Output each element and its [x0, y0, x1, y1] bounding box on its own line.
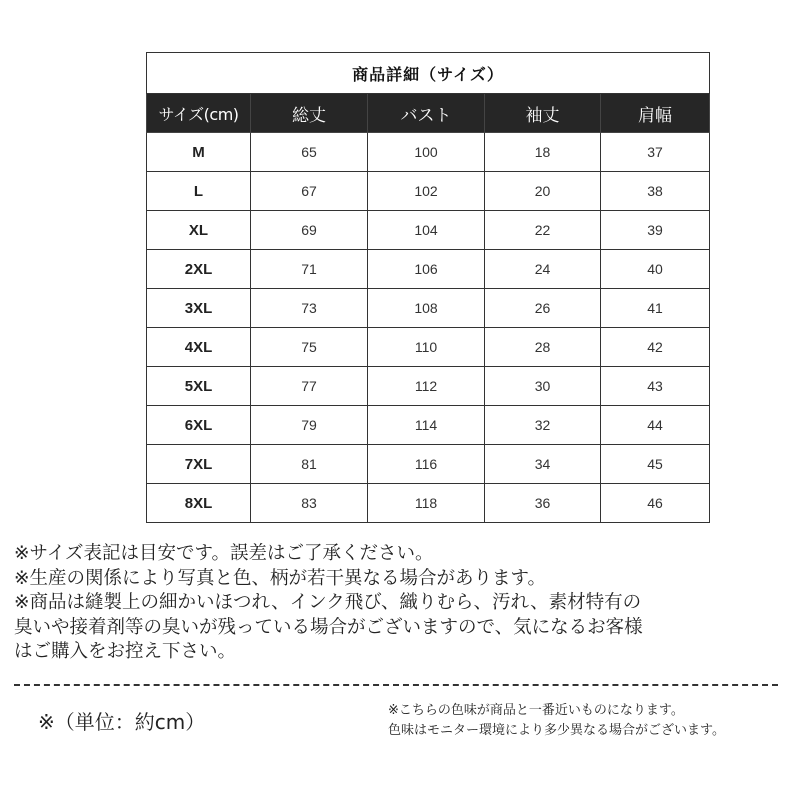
- length-cell: 67: [251, 172, 368, 211]
- notes: [14, 542, 800, 665]
- header-size: サイズ(cm): [147, 94, 251, 133]
- bust-cell: 106: [368, 250, 485, 289]
- bust-cell: 118: [368, 484, 485, 523]
- bust-cell: 114: [368, 406, 485, 445]
- length-cell: 81: [251, 445, 368, 484]
- shoulder-cell: 43: [601, 367, 710, 406]
- sleeve-cell: 30: [485, 367, 601, 406]
- bust-cell: 108: [368, 289, 485, 328]
- length-cell: 71: [251, 250, 368, 289]
- table-title-row: [147, 53, 710, 94]
- bust-cell: 102: [368, 172, 485, 211]
- note-line: ※サイズ表記は目安です。誤差はご了承ください。: [14, 543, 434, 564]
- table-row: [147, 289, 710, 328]
- table-row: [147, 406, 710, 445]
- shoulder-cell: 46: [601, 484, 710, 523]
- size-cell: 8XL: [147, 484, 251, 523]
- sleeve-cell: 22: [485, 211, 601, 250]
- length-cell: 73: [251, 289, 368, 328]
- shoulder-cell: 39: [601, 211, 710, 250]
- bust-cell: 100: [368, 133, 485, 172]
- header-sleeve: 袖丈: [485, 94, 601, 133]
- length-cell: 77: [251, 367, 368, 406]
- table-row: [147, 250, 710, 289]
- shoulder-cell: 38: [601, 172, 710, 211]
- sleeve-cell: 36: [485, 484, 601, 523]
- bust-cell: 104: [368, 211, 485, 250]
- dashed-divider: [14, 684, 778, 686]
- sleeve-cell: 24: [485, 250, 601, 289]
- sleeve-cell: 34: [485, 445, 601, 484]
- color-note-line: ※こちらの色味が商品と一番近いものになります。: [388, 703, 684, 718]
- length-cell: 83: [251, 484, 368, 523]
- length-cell: 69: [251, 211, 368, 250]
- bust-cell: 116: [368, 445, 485, 484]
- size-cell: L: [147, 172, 251, 211]
- note-line: 臭いや接着剤等の臭いが残っている場合がございますので、気になるお客様: [14, 616, 643, 638]
- shoulder-cell: 40: [601, 250, 710, 289]
- size-cell: 2XL: [147, 250, 251, 289]
- size-table: [146, 52, 710, 523]
- table-row: [147, 133, 710, 172]
- color-note: [388, 701, 725, 741]
- note-line: ※商品は縫製上の細かいほつれ、インク飛び、織りむら、汚れ、素材特有の: [14, 592, 642, 613]
- bust-cell: 110: [368, 328, 485, 367]
- table-row: [147, 172, 710, 211]
- sleeve-cell: 32: [485, 406, 601, 445]
- length-cell: 65: [251, 133, 368, 172]
- length-cell: 75: [251, 328, 368, 367]
- shoulder-cell: 41: [601, 289, 710, 328]
- table-row: [147, 484, 710, 523]
- sleeve-cell: 18: [485, 133, 601, 172]
- shoulder-cell: 44: [601, 406, 710, 445]
- shoulder-cell: 42: [601, 328, 710, 367]
- color-note-line: 色味はモニター環境により多少異なる場合がございます。: [388, 723, 725, 738]
- size-cell: 4XL: [147, 328, 251, 367]
- note-line: ※生産の関係により写真と色、柄が若干異なる場合があります。: [14, 567, 547, 589]
- header-shoulder: 肩幅: [601, 94, 710, 133]
- header-length: 総丈: [251, 94, 368, 133]
- sleeve-cell: 20: [485, 172, 601, 211]
- sleeve-cell: 28: [485, 328, 601, 367]
- table-row: [147, 445, 710, 484]
- table-title: 商品詳細（サイズ）: [147, 53, 710, 94]
- size-cell: 3XL: [147, 289, 251, 328]
- table-header-row: [147, 94, 710, 133]
- shoulder-cell: 37: [601, 133, 710, 172]
- table-body: [147, 133, 710, 523]
- size-cell: 5XL: [147, 367, 251, 406]
- shoulder-cell: 45: [601, 445, 710, 484]
- table-row: [147, 367, 710, 406]
- note-line: はご購入をお控え下さい。: [14, 641, 237, 662]
- size-cell: 6XL: [147, 406, 251, 445]
- sleeve-cell: 26: [485, 289, 601, 328]
- size-cell: XL: [147, 211, 251, 250]
- bust-cell: 112: [368, 367, 485, 406]
- table-row: [147, 328, 710, 367]
- header-bust: バスト: [368, 94, 485, 133]
- length-cell: 79: [251, 406, 368, 445]
- size-cell: M: [147, 133, 251, 172]
- size-cell: 7XL: [147, 445, 251, 484]
- unit-label: ※（単位：約cm）: [38, 710, 206, 734]
- table-row: [147, 211, 710, 250]
